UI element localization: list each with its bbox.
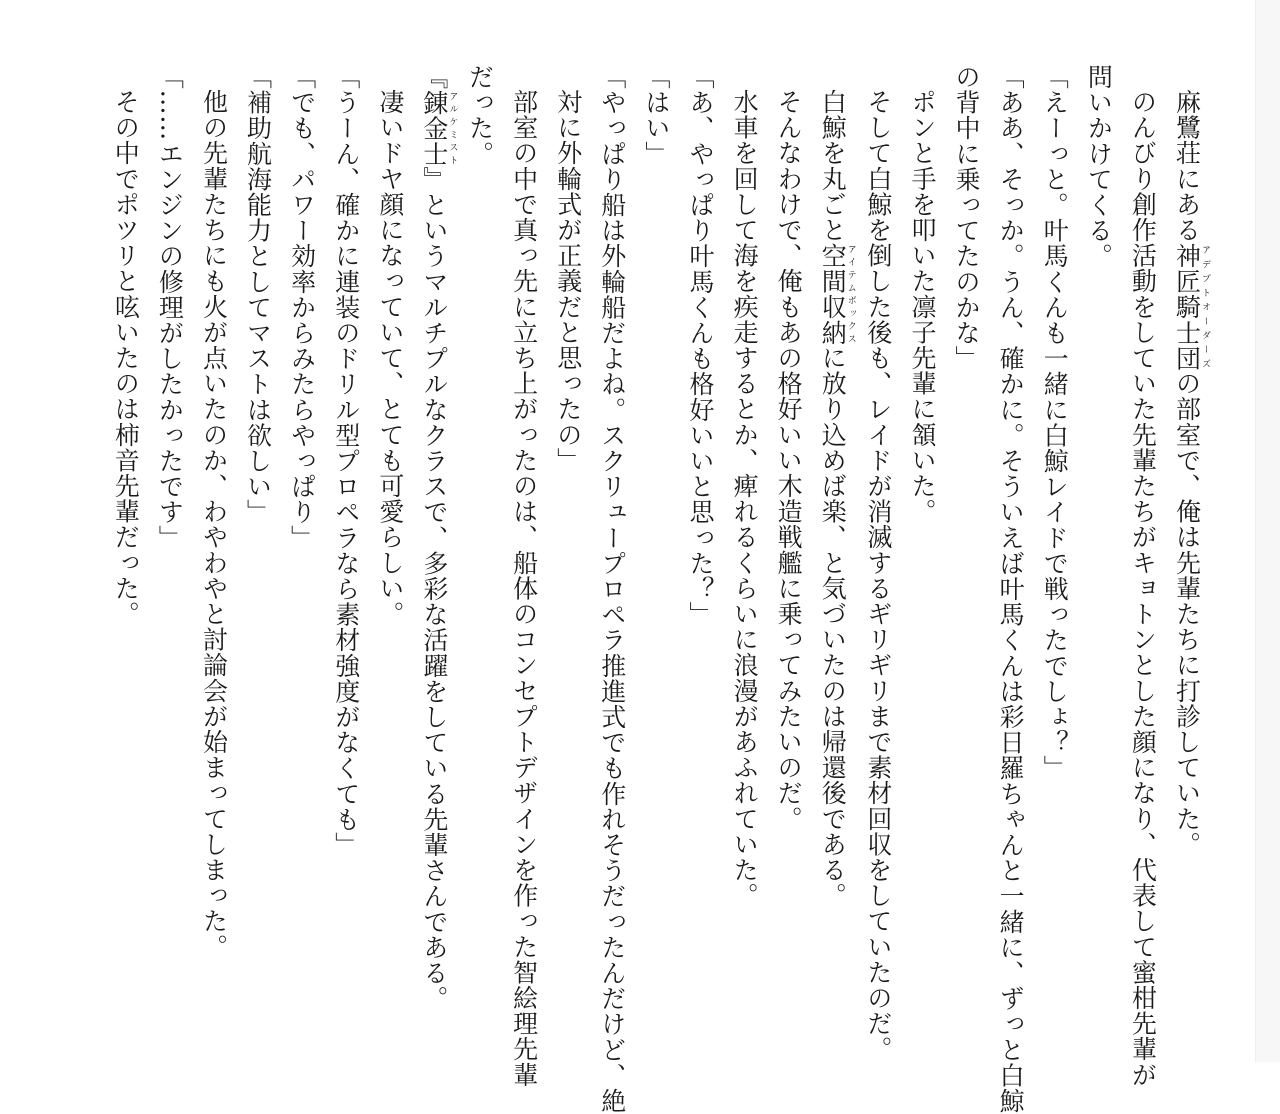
text-segment: 「ああ、そっか。うん、確かに。そういえば叶馬くんは彩日羅ちゃんと一緒に、ずっと白鯨 <box>996 64 1026 1114</box>
ruby-reading: アルケミスト <box>447 89 458 167</box>
text-line <box>944 64 988 1044</box>
text-segment: 麻鷺荘にある <box>1172 89 1202 243</box>
text-line <box>1076 64 1120 1044</box>
text-segment: に放り込めば楽、と気づいたのは帰還後である。 <box>818 345 848 909</box>
text-line <box>766 64 810 1044</box>
ruby-term <box>818 242 856 346</box>
text-segment: 凄いドヤ顔になっていて、とても可愛らしい。 <box>375 89 405 627</box>
text-line <box>412 64 458 1044</box>
text-segment: だった。 <box>465 64 495 167</box>
text-line <box>103 64 147 1044</box>
text-segment: の部室で、俺は先輩たちに打診していた。 <box>1172 370 1202 858</box>
text-segment: 他の先輩たちにも火が点いたのか、わやわやと討論会が始まってしまった。 <box>199 89 229 960</box>
ruby-base: 錬金士 <box>419 89 449 167</box>
text-segment: 「あ、やっぱり叶馬くんも格好いいと思った？」 <box>685 64 715 628</box>
text-line <box>280 64 324 1044</box>
text-line <box>1032 64 1076 1044</box>
text-line <box>856 64 900 1062</box>
text-segment: そんなわけで、俺もあの格好いい木造戦艦に乗ってみたいのだ。 <box>774 89 804 832</box>
ruby-term <box>1172 242 1210 371</box>
page-edge <box>1255 0 1280 1062</box>
text-line <box>502 64 546 1088</box>
text-line <box>235 64 279 1044</box>
text-segment: 「……エンジンの修理がしたかったです」 <box>155 64 185 551</box>
text-segment: 水車を回して海を疾走するとか、痺れるくらいに浪漫があふれていた。 <box>730 89 760 909</box>
text-segment: 「えーっと。叶馬くんも一緒に白鯨レイドで戦ったでしょ？」 <box>1040 64 1070 781</box>
text-segment: 「やっぱり船は外輪船だよね。スクリュープロペラ推進式でも作れそうだったんだけど、絶 <box>597 64 627 1114</box>
text-line <box>546 64 590 1044</box>
text-segment: 「でも、パワー効率からみたらやっぱり」 <box>287 64 317 551</box>
text-line <box>722 64 766 1044</box>
text-line <box>368 64 412 1044</box>
text-segment: の背中に乗ってたのかな」 <box>952 64 982 372</box>
text-segment: ポンと手を叩いた凛子先輩に頷いた。 <box>907 89 937 525</box>
text-segment: そして白鯨を倒した後も、レイドが消滅するギリギリまで素材回収をしていたのだ。 <box>863 89 893 1062</box>
text-segment: 対に外輪式が正義だと思ったの」 <box>553 89 583 473</box>
text-segment: その中でポツリと呟いたのは柿音先輩だった。 <box>111 89 141 627</box>
vertical-text-body <box>103 64 1210 1114</box>
text-line <box>457 64 501 1044</box>
ruby-base: 神匠騎士団 <box>1172 242 1202 371</box>
text-segment: 「補助航海能力としてマストは欲しい」 <box>243 64 273 525</box>
text-segment: 「うーん、確かに連装のドリル型プロペラなら素材強度がなくても」 <box>331 64 361 858</box>
text-line <box>1120 64 1164 1088</box>
ruby-term <box>419 89 458 167</box>
text-line <box>678 64 722 1044</box>
text-line <box>191 64 235 1044</box>
text-segment: 部室の中で真っ先に立ち上がったのは、船体のコンセプトデザインを作った智絵理先輩 <box>509 89 539 1088</box>
ruby-reading: アイテムボックス <box>845 242 856 345</box>
ruby-reading: アデプトオーダーズ <box>1200 242 1210 371</box>
text-segment: 問いかけてくる。 <box>1084 64 1114 269</box>
text-line <box>634 64 678 1044</box>
text-segment: のんびり創作活動をしていた先輩たちがキョトンとした顔になり、代表して蜜柑先輩が <box>1128 89 1158 1088</box>
ruby-base: 空間収納 <box>818 242 848 346</box>
text-line <box>988 64 1032 1114</box>
text-line <box>900 64 944 1044</box>
text-line <box>1164 64 1210 1044</box>
text-segment: 「はい」 <box>641 64 671 167</box>
text-segment: 『 <box>419 64 449 90</box>
text-line <box>590 64 634 1114</box>
text-line <box>810 64 856 1044</box>
text-segment: 』というマルチプルなクラスで、多彩な活躍をしている先輩さんである。 <box>419 166 449 1012</box>
text-line <box>147 64 191 1044</box>
text-line <box>324 64 368 1044</box>
text-segment: 白鯨を丸ごと <box>818 89 848 243</box>
